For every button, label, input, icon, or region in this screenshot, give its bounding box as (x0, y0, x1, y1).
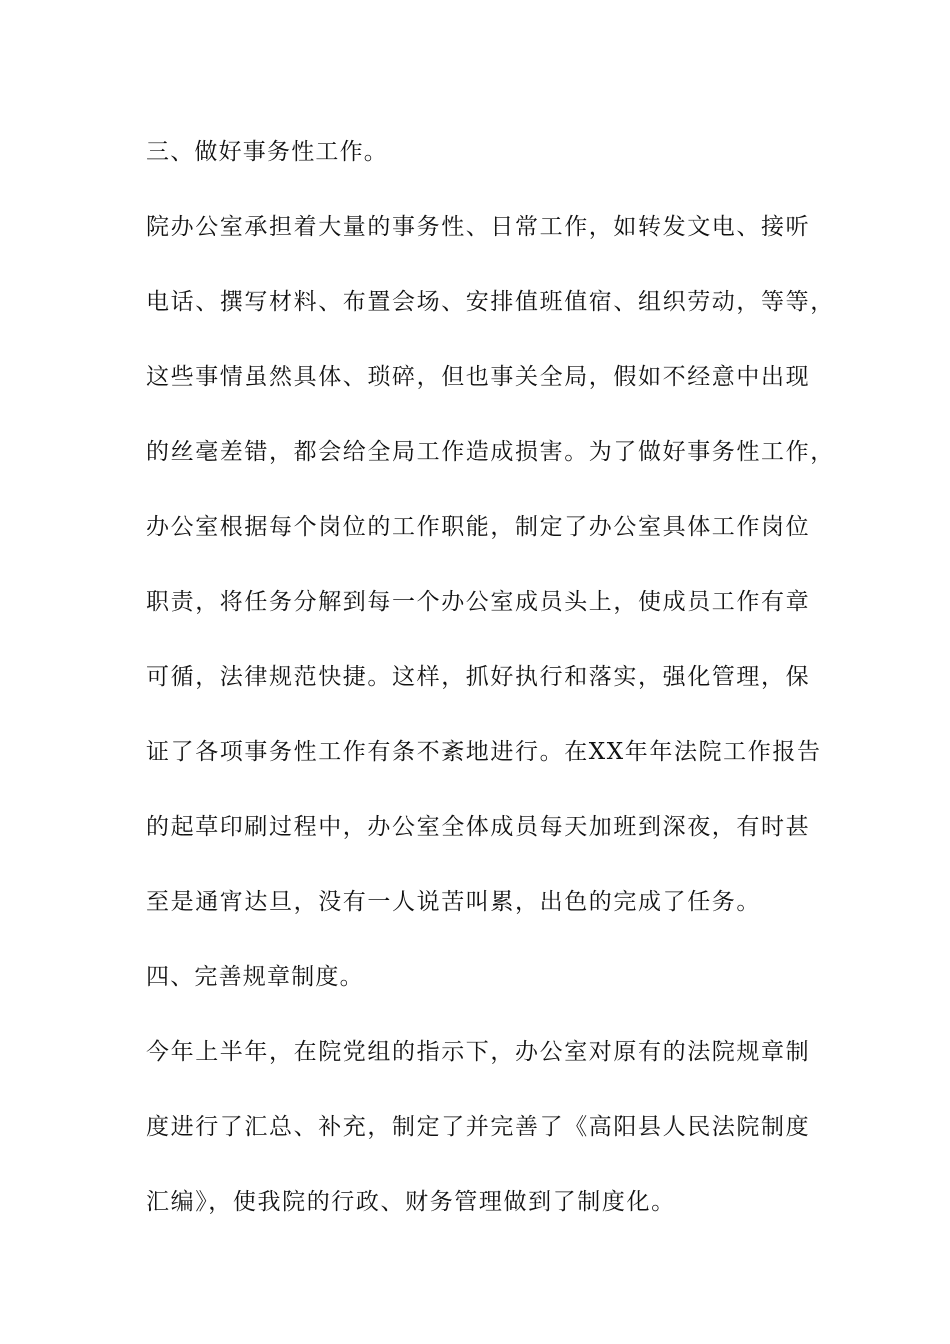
paragraph-line: 院办公室承担着大量的事务性、日常工作，如转发文电、接听 (146, 214, 811, 240)
section-4-heading: 四、完善规章制度。 (146, 964, 364, 990)
paragraph-line: 度进行了汇总、补充，制定了并完善了《高阳县人民法院制度 (146, 1114, 811, 1140)
paragraph-line: 这些事情虽然具体、琐碎，但也事关全局，假如不经意中出现 (146, 364, 811, 390)
paragraph-line: 办公室根据每个岗位的工作职能，制定了办公室具体工作岗位 (146, 514, 811, 540)
paragraph-line: 的丝毫差错，都会给全局工作造成损害。为了做好事务性工作， (146, 439, 835, 465)
paragraph-line: 汇编》，使我院的行政、财务管理做到了制度化。 (146, 1189, 676, 1215)
paragraph-line: 电话、撰写材料、布置会场、安排值班值宿、组织劳动，等等， (146, 289, 835, 315)
paragraph-line: 证了各项事务性工作有条不紊地进行。在XX年年法院工作报告 (146, 739, 822, 765)
section-3-heading: 三、做好事务性工作。 (146, 139, 388, 165)
paragraph-line: 的起草印刷过程中，办公室全体成员每天加班到深夜，有时甚 (146, 814, 811, 840)
paragraph-line: 今年上半年，在院党组的指示下，办公室对原有的法院规章制 (146, 1039, 811, 1065)
paragraph-line: 至是通宵达旦，没有一人说苦叫累，出色的完成了任务。 (146, 889, 761, 915)
paragraph-line: 职责，将任务分解到每一个办公室成员头上，使成员工作有章 (146, 589, 811, 615)
paragraph-line: 可循，法律规范快捷。这样，抓好执行和落实，强化管理，保 (146, 664, 811, 690)
